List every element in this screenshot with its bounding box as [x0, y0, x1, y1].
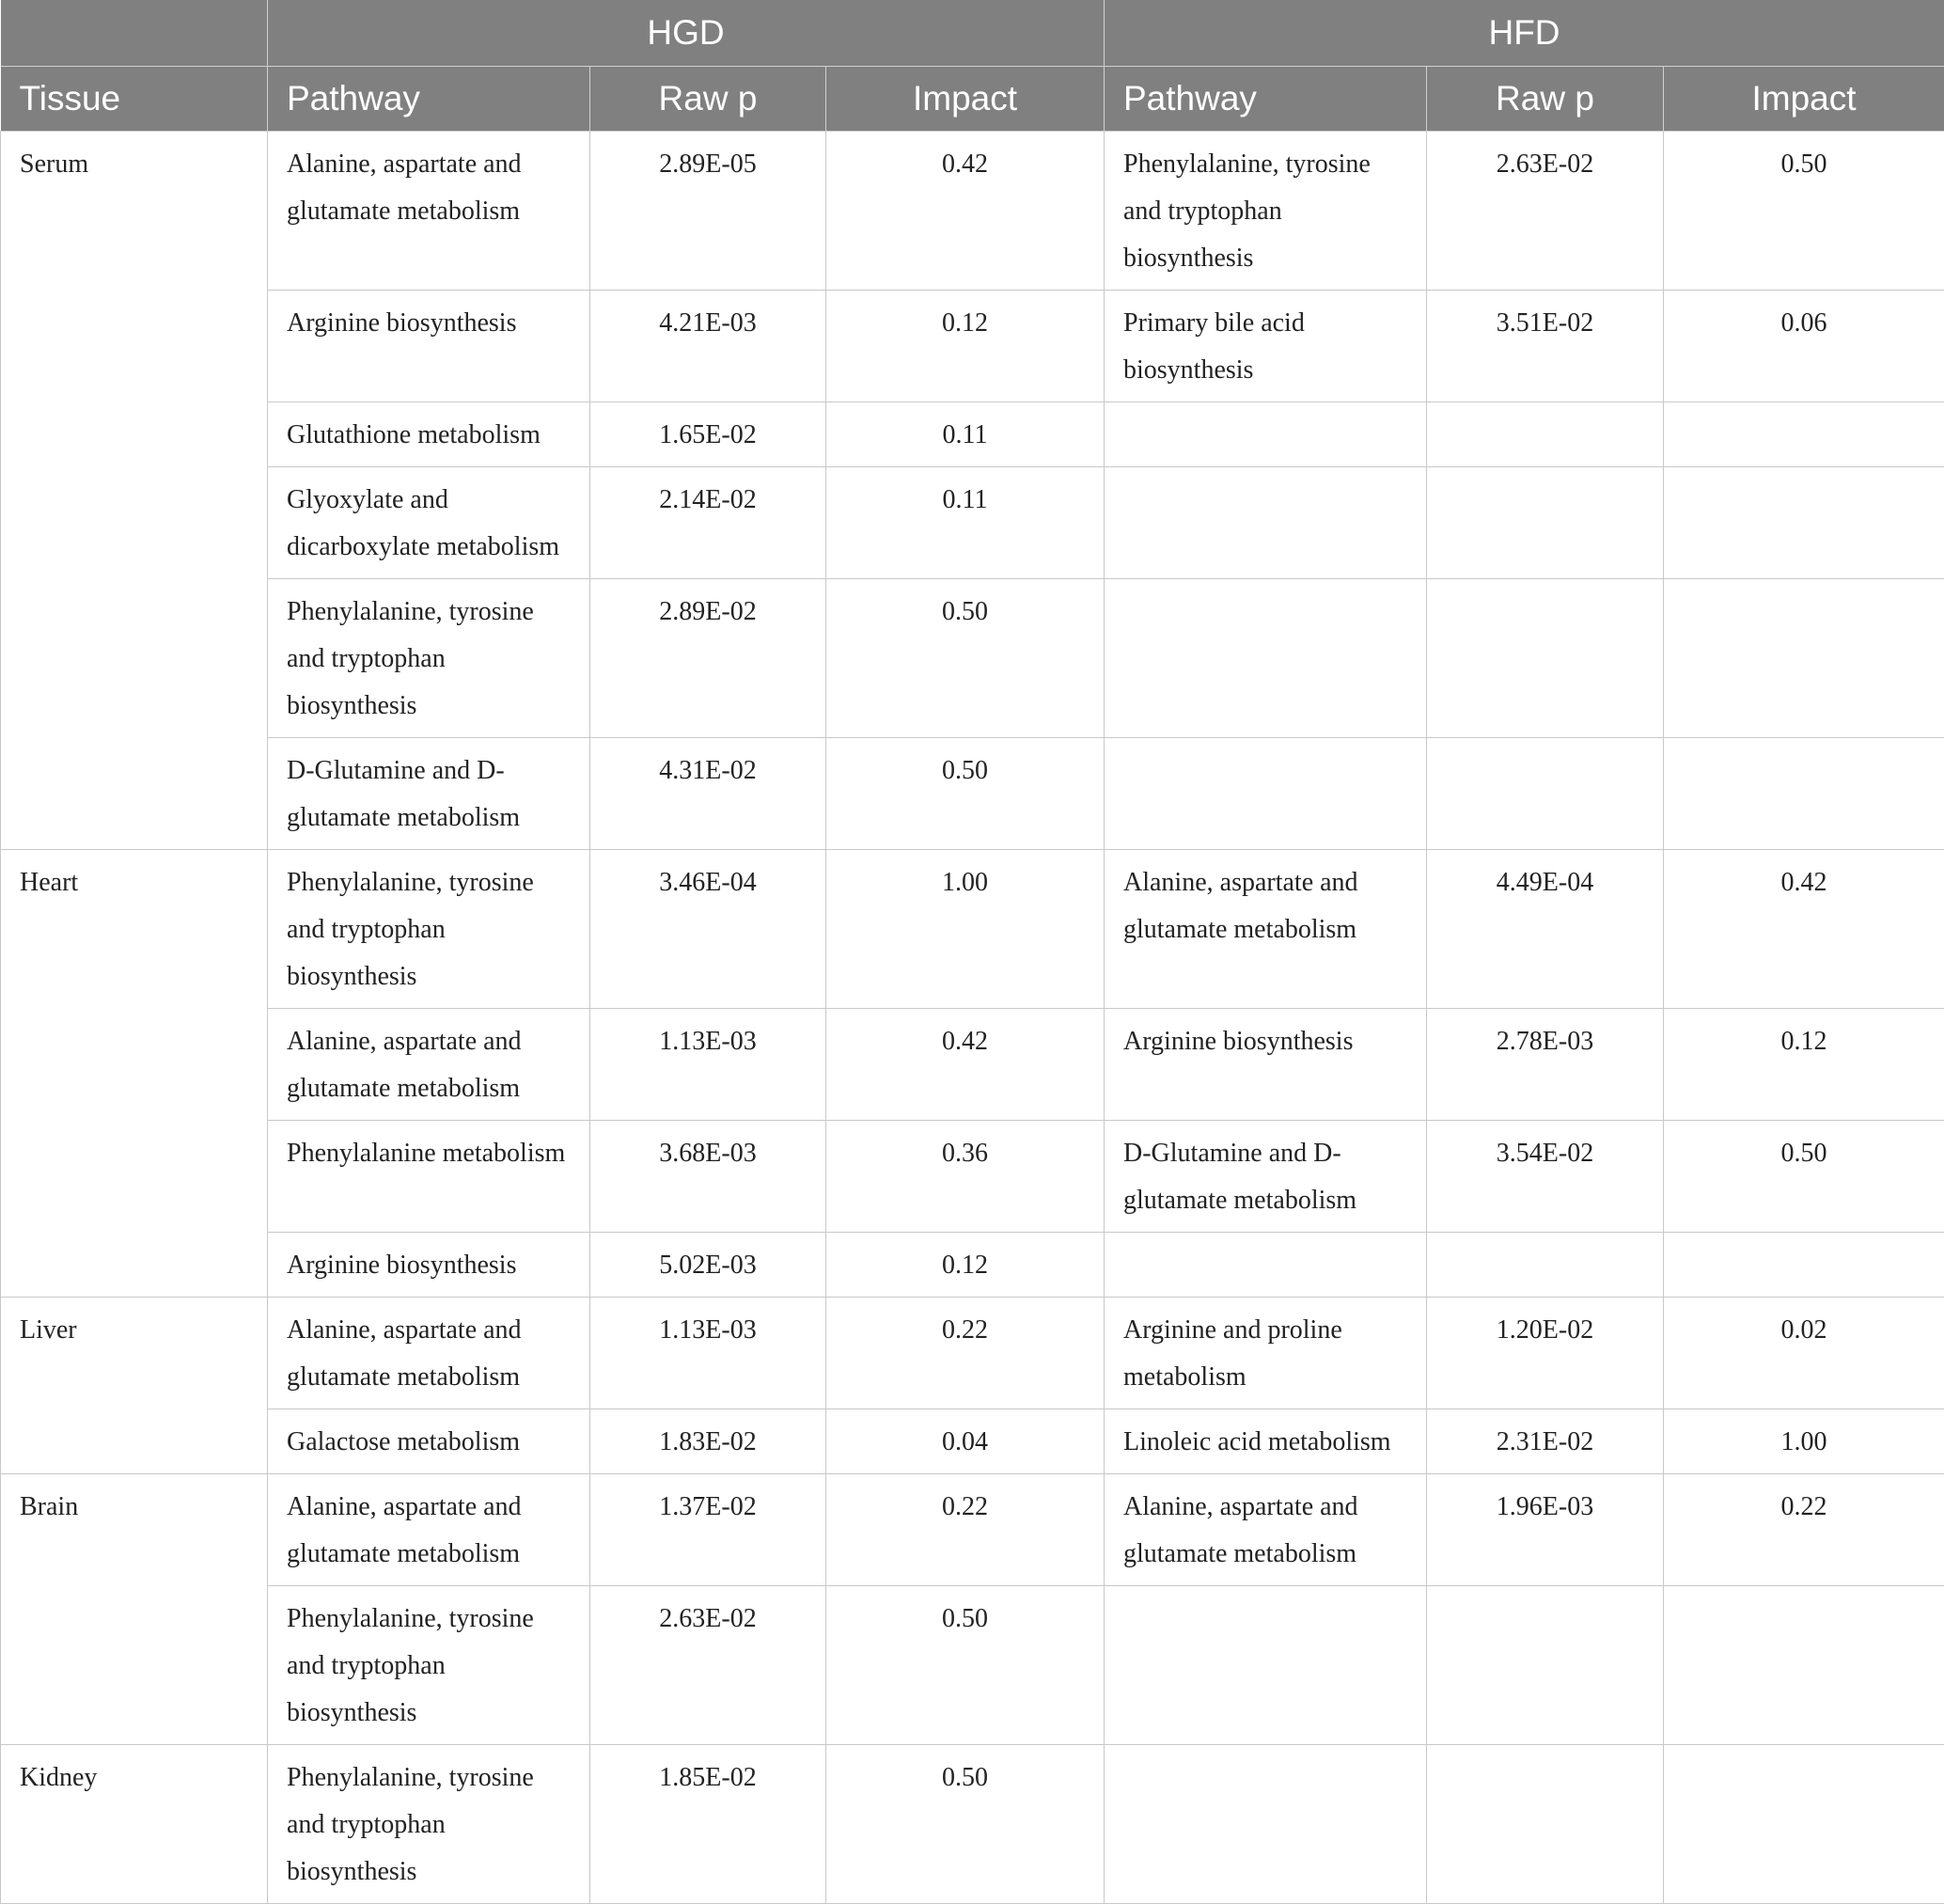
- hfd-pathway-cell: [1105, 738, 1427, 850]
- hfd-pathway-cell: Phenylalanine, tyrosine and tryptophan biosynthesis: [1105, 132, 1427, 291]
- hgd-impact-cell: 1.00: [826, 850, 1105, 1009]
- hgd-impact-cell: 0.42: [826, 132, 1105, 291]
- hgd-raw-p-cell: 3.46E-04: [590, 850, 826, 1009]
- hgd-raw-p-cell: 2.14E-02: [590, 467, 826, 579]
- hgd-raw-p-cell: 1.83E-02: [590, 1409, 826, 1474]
- hfd-raw-p-cell: [1427, 579, 1664, 738]
- hfd-raw-p-cell: [1427, 1586, 1664, 1745]
- hfd-impact-cell: 0.50: [1664, 1121, 1944, 1233]
- hgd-pathway-cell: Phenylalanine, tyrosine and tryptophan biosynthesis: [268, 850, 590, 1009]
- group-header-row: [1, 0, 1944, 67]
- hgd-pathway-cell: Glutathione metabolism: [268, 402, 590, 467]
- hfd-pathway-cell: [1105, 1233, 1427, 1298]
- hfd-raw-p-cell: [1427, 402, 1664, 467]
- column-header-hgd-pathway: Pathway: [268, 67, 590, 132]
- hgd-impact-cell: 0.22: [826, 1474, 1105, 1586]
- table-row: [1, 1233, 1944, 1298]
- column-header-hgd-raw-p: Raw p: [590, 67, 826, 132]
- hgd-raw-p-cell: 4.21E-03: [590, 291, 826, 402]
- hgd-raw-p-cell: 3.68E-03: [590, 1121, 826, 1233]
- table-row: [1, 132, 1944, 291]
- hfd-raw-p-cell: [1427, 1745, 1664, 1904]
- hgd-pathway-cell: Arginine biosynthesis: [268, 1233, 590, 1298]
- hgd-impact-cell: 0.50: [826, 1586, 1105, 1745]
- column-header-hfd-raw-p: Raw p: [1427, 67, 1664, 132]
- hfd-pathway-cell: [1105, 402, 1427, 467]
- hfd-raw-p-cell: 2.31E-02: [1427, 1409, 1664, 1474]
- hgd-raw-p-cell: 1.85E-02: [590, 1745, 826, 1904]
- hfd-pathway-cell: Primary bile acid biosynthesis: [1105, 291, 1427, 402]
- hfd-impact-cell: [1664, 467, 1944, 579]
- hgd-pathway-cell: Alanine, aspartate and glutamate metabolism: [268, 132, 590, 291]
- tissue-cell: Brain: [1, 1474, 268, 1745]
- hgd-raw-p-cell: 2.89E-05: [590, 132, 826, 291]
- hgd-pathway-cell: Alanine, aspartate and glutamate metabolism: [268, 1009, 590, 1121]
- hgd-raw-p-cell: 1.65E-02: [590, 402, 826, 467]
- hgd-pathway-cell: Phenylalanine, tyrosine and tryptophan biosynthesis: [268, 1745, 590, 1904]
- hfd-impact-cell: 0.06: [1664, 291, 1944, 402]
- hfd-impact-cell: [1664, 1586, 1944, 1745]
- table-row: [1, 1745, 1944, 1904]
- hgd-pathway-cell: D-Glutamine and D-glutamate metabolism: [268, 738, 590, 850]
- hfd-raw-p-cell: 1.96E-03: [1427, 1474, 1664, 1586]
- hgd-raw-p-cell: 4.31E-02: [590, 738, 826, 850]
- hfd-pathway-cell: [1105, 1745, 1427, 1904]
- hfd-pathway-cell: D-Glutamine and D-glutamate metabolism: [1105, 1121, 1427, 1233]
- hgd-impact-cell: 0.12: [826, 291, 1105, 402]
- hgd-pathway-cell: Alanine, aspartate and glutamate metabolism: [268, 1474, 590, 1586]
- hfd-pathway-cell: Alanine, aspartate and glutamate metabolism: [1105, 850, 1427, 1009]
- table-row: [1, 1409, 1944, 1474]
- hfd-impact-cell: 0.50: [1664, 132, 1944, 291]
- hgd-pathway-cell: Galactose metabolism: [268, 1409, 590, 1474]
- hfd-raw-p-cell: 2.63E-02: [1427, 132, 1664, 291]
- hgd-pathway-cell: Alanine, aspartate and glutamate metabolism: [268, 1298, 590, 1409]
- hfd-raw-p-cell: 2.78E-03: [1427, 1009, 1664, 1121]
- table-row: [1, 1009, 1944, 1121]
- table-row: [1, 402, 1944, 467]
- hfd-raw-p-cell: [1427, 1233, 1664, 1298]
- tissue-cell: Liver: [1, 1298, 268, 1474]
- hgd-pathway-cell: Phenylalanine, tyrosine and tryptophan biosynthesis: [268, 1586, 590, 1745]
- table-row: [1, 291, 1944, 402]
- hfd-raw-p-cell: 1.20E-02: [1427, 1298, 1664, 1409]
- hfd-pathway-cell: [1105, 579, 1427, 738]
- hgd-impact-cell: 0.04: [826, 1409, 1105, 1474]
- hgd-pathway-cell: Glyoxylate and dicarboxylate metabolism: [268, 467, 590, 579]
- hfd-impact-cell: 0.12: [1664, 1009, 1944, 1121]
- table-row: [1, 579, 1944, 738]
- hfd-impact-cell: [1664, 738, 1944, 850]
- hfd-impact-cell: [1664, 1745, 1944, 1904]
- table-row: [1, 1474, 1944, 1586]
- tissue-cell: Kidney: [1, 1745, 268, 1904]
- hfd-pathway-cell: Linoleic acid metabolism: [1105, 1409, 1427, 1474]
- hgd-impact-cell: 0.42: [826, 1009, 1105, 1121]
- hfd-pathway-cell: Alanine, aspartate and glutamate metabolism: [1105, 1474, 1427, 1586]
- tissue-cell: Serum: [1, 132, 268, 850]
- hgd-impact-cell: 0.22: [826, 1298, 1105, 1409]
- hgd-impact-cell: 0.50: [826, 579, 1105, 738]
- tissue-cell: Heart: [1, 850, 268, 1298]
- hgd-raw-p-cell: 1.37E-02: [590, 1474, 826, 1586]
- hfd-impact-cell: 0.42: [1664, 850, 1944, 1009]
- table-row: [1, 467, 1944, 579]
- hfd-impact-cell: [1664, 579, 1944, 738]
- hfd-impact-cell: 0.22: [1664, 1474, 1944, 1586]
- hfd-raw-p-cell: [1427, 738, 1664, 850]
- hgd-impact-cell: 0.36: [826, 1121, 1105, 1233]
- hfd-pathway-cell: [1105, 1586, 1427, 1745]
- hgd-pathway-cell: Phenylalanine metabolism: [268, 1121, 590, 1233]
- table-row: [1, 1298, 1944, 1409]
- column-header-tissue: Tissue: [1, 67, 268, 132]
- hgd-raw-p-cell: 5.02E-03: [590, 1233, 826, 1298]
- hfd-impact-cell: [1664, 1233, 1944, 1298]
- hfd-impact-cell: [1664, 402, 1944, 467]
- column-header-hfd-pathway: Pathway: [1105, 67, 1427, 132]
- hfd-raw-p-cell: 4.49E-04: [1427, 850, 1664, 1009]
- hfd-pathway-cell: Arginine biosynthesis: [1105, 1009, 1427, 1121]
- group-header-hgd: HGD: [268, 0, 1105, 67]
- hgd-pathway-cell: Phenylalanine, tyrosine and tryptophan biosynthesis: [268, 579, 590, 738]
- hgd-impact-cell: 0.50: [826, 1745, 1105, 1904]
- hgd-impact-cell: 0.50: [826, 738, 1105, 850]
- hfd-raw-p-cell: 3.54E-02: [1427, 1121, 1664, 1233]
- hfd-raw-p-cell: [1427, 467, 1664, 579]
- hfd-impact-cell: 1.00: [1664, 1409, 1944, 1474]
- hgd-impact-cell: 0.11: [826, 402, 1105, 467]
- hgd-raw-p-cell: 2.63E-02: [590, 1586, 826, 1745]
- table-row: [1, 1586, 1944, 1745]
- hgd-raw-p-cell: 1.13E-03: [590, 1009, 826, 1121]
- hfd-pathway-cell: Arginine and proline metabolism: [1105, 1298, 1427, 1409]
- hfd-impact-cell: 0.02: [1664, 1298, 1944, 1409]
- column-header-hgd-impact: Impact: [826, 67, 1105, 132]
- table-row: [1, 850, 1944, 1009]
- hgd-impact-cell: 0.11: [826, 467, 1105, 579]
- hfd-raw-p-cell: 3.51E-02: [1427, 291, 1664, 402]
- corner-header-cell: [1, 0, 268, 67]
- hfd-pathway-cell: [1105, 467, 1427, 579]
- group-header-hfd: HFD: [1105, 0, 1944, 67]
- table-row: [1, 738, 1944, 850]
- column-header-hfd-impact: Impact: [1664, 67, 1944, 132]
- column-header-row: [1, 67, 1944, 132]
- hgd-pathway-cell: Arginine biosynthesis: [268, 291, 590, 402]
- table-row: [1, 1121, 1944, 1233]
- table-body: [1, 132, 1944, 1904]
- hgd-raw-p-cell: 2.89E-02: [590, 579, 826, 738]
- hgd-raw-p-cell: 1.13E-03: [590, 1298, 826, 1409]
- hgd-impact-cell: 0.12: [826, 1233, 1105, 1298]
